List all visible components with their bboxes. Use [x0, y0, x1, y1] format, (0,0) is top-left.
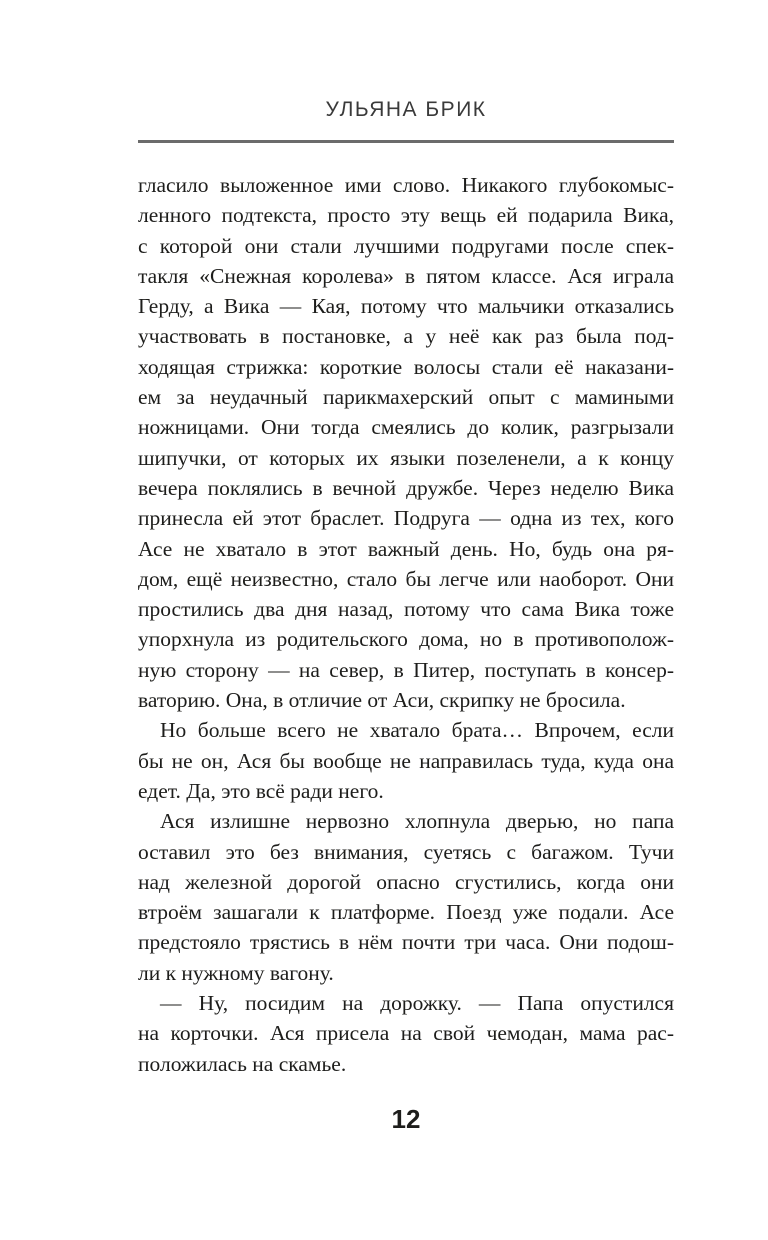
text-line: Герду, а Вика — Кая, потому что мальчики отказались [138, 294, 674, 319]
text-line: вечера поклялись в вечной дружбе. Через неделю Вика [138, 475, 674, 500]
text-line: ли к нужному вагону. [138, 960, 334, 985]
header-rule [138, 140, 674, 143]
body-text [138, 170, 674, 1079]
text-line: ем за неудачный парикмахерский опыт с мамиными [138, 385, 674, 410]
paragraph [138, 988, 674, 1079]
text-line: принесла ей этот браслет. Подруга — одна из тех, кого [138, 506, 674, 531]
paragraph [138, 715, 674, 806]
text-line: ходящая стрижка: короткие волосы стали её наказани- [138, 354, 674, 379]
text-line: ную сторону — на север, в Питер, поступать в консер- [138, 657, 674, 682]
text-line: ваторию. Она, в отличие от Аси, скрипку не бросила. [138, 688, 626, 713]
text-line: Асе не хватало в этот важный день. Но, будь она ря- [138, 536, 674, 561]
text-line: гласило выложенное ими слово. Никакого глубокомыс- [138, 173, 674, 197]
text-line: Но больше всего не хватало брата… Впрочем, если [160, 718, 674, 743]
running-head-author: УЛЬЯНА БРИК [325, 98, 487, 121]
paragraph [138, 170, 674, 715]
page-number: 12 [391, 1104, 421, 1134]
text-line: шипучки, от которых их языки позеленели, а к концу [138, 445, 674, 470]
paragraph [138, 806, 674, 988]
text-line: оставил это без внимания, суетясь с багажом. Тучи [138, 839, 674, 864]
text-line: едет. Да, это всё ради него. [138, 778, 384, 803]
text-line: бы не он, Ася бы вообще не направилась туда, куда она [138, 748, 674, 773]
text-line: участвовать в постановке, а у неё как раз была под- [138, 324, 674, 349]
text-line: предстояло трястись в нём почти три часа. Они подош- [138, 930, 674, 955]
text-line: Ася излишне нервозно хлопнула дверью, но папа [160, 809, 674, 834]
text-line: над железной дорогой опасно сгустились, когда они [138, 869, 674, 894]
text-line: на корточки. Ася присела на свой чемодан, мама рас- [138, 1021, 674, 1046]
text-line: с которой они стали лучшими подругами после спек- [138, 233, 674, 258]
text-line: — Ну, посидим на дорожку. — Папа опустился [160, 991, 674, 1016]
text-line: ножницами. Они тогда смеялись до колик, разгрызали [138, 415, 674, 440]
text-line: такля «Снежная королева» в пятом классе. Ася играла [138, 263, 674, 288]
text-line: положилась на скамье. [138, 1051, 347, 1076]
text-line: простились два дня назад, потому что сама Вика тоже [138, 597, 674, 622]
text-line: дом, ещё неизвестно, стало бы легче или наоборот. Они [138, 566, 674, 591]
text-line: упорхнула из родительского дома, но в противополож- [138, 627, 674, 652]
text-line: втроём зашагали к платформе. Поезд уже подали. Асе [138, 900, 674, 925]
text-line: ленного подтекста, просто эту вещь ей подарила Вика, [138, 203, 674, 228]
